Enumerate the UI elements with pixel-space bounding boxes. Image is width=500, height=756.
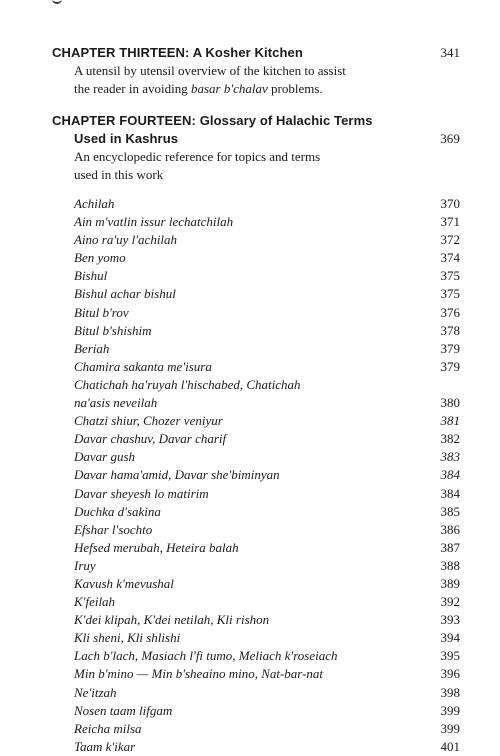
glossary-term: Achilah [74, 196, 115, 211]
chapter-fourteen-description [52, 148, 460, 184]
page-fragment-mark [52, 0, 62, 4]
glossary-term: Davar gush [74, 449, 136, 465]
glossary-term: Bishul achar bishul [74, 286, 176, 302]
glossary-entry[interactable] [74, 340, 460, 358]
chapter-fourteen-desc-line1: An encyclopedic reference for topics and terms [74, 149, 321, 164]
glossary-page-number: 393 [440, 612, 460, 628]
chapter-thirteen-desc-line2: the reader in avoiding basar b'chalav problems. [74, 81, 323, 96]
glossary-page-number: 394 [440, 630, 460, 646]
glossary-page-number: 396 [440, 666, 460, 682]
glossary-entry[interactable] [74, 665, 460, 683]
glossary-entry[interactable] [74, 213, 460, 231]
glossary-term: Beriah [74, 340, 110, 356]
glossary-term: Kli sheni, Kli shlishi [74, 630, 181, 646]
glossary-page-number: 398 [440, 684, 460, 700]
glossary-entry[interactable] [74, 629, 460, 647]
glossary-term: Hefsed merubah, Heteira balah [74, 539, 239, 555]
glossary-page-number: 381 [440, 413, 460, 429]
glossary-term: Ne'itzah [74, 684, 117, 700]
chapter-fourteen-desc-line2: used in this work [74, 167, 164, 182]
glossary-entry[interactable] [74, 448, 460, 466]
glossary-term: Taam k'ikar [74, 738, 136, 754]
glossary-term: Iruy [74, 557, 96, 573]
glossary-entry[interactable] [74, 738, 460, 756]
glossary-entry[interactable] [74, 231, 460, 249]
glossary-page-number: 380 [440, 395, 460, 411]
glossary-page-number: 376 [440, 304, 460, 320]
chapter-fourteen-heading[interactable] [52, 112, 460, 148]
glossary-term: Min b'mino — Min b'sheaino mino, Nat-bar-nat [74, 666, 324, 682]
chapter-thirteen-page: 341 [440, 45, 460, 60]
glossary-page-number: 386 [440, 521, 460, 537]
glossary-entry[interactable] [74, 575, 460, 593]
glossary-page-number: 401 [440, 738, 460, 754]
chapter-fourteen-page: 369 [440, 131, 460, 146]
glossary-term: Chamira sakanta me'isura [74, 358, 212, 374]
glossary-entry[interactable] [74, 430, 460, 448]
glossary-entry[interactable] [74, 539, 460, 557]
glossary-page-number: 399 [440, 720, 460, 736]
glossary-page-number: 379 [440, 358, 460, 374]
glossary-entry[interactable] [74, 358, 460, 376]
glossary-term: Davar chashuv, Davar charif [74, 431, 227, 447]
glossary-entry[interactable] [74, 376, 460, 412]
glossary-entry[interactable] [74, 412, 460, 430]
glossary-term: Davar hama'amid, Davar she'biminyan [74, 467, 280, 483]
glossary-page-number: 384 [440, 467, 460, 483]
glossary-page-number: 379 [440, 340, 460, 356]
glossary-list [74, 195, 460, 756]
glossary-term-continued: na'asis neveilah [74, 395, 158, 411]
glossary-term: Efshar l'sochto [74, 521, 153, 537]
glossary-term: Chatichah ha'ruyah l'hischabed, Chatichah [74, 376, 301, 392]
glossary-entry[interactable] [74, 249, 460, 267]
glossary-term: Aino ra'uy l'achilah [74, 232, 178, 248]
glossary-term: Davar sheyesh lo matirim [74, 485, 209, 501]
glossary-page-number: 382 [440, 431, 460, 447]
glossary-entry[interactable] [74, 593, 460, 611]
glossary-term: Reicha milsa [74, 720, 142, 736]
glossary-page-number: 374 [440, 250, 460, 266]
glossary-entry[interactable] [74, 647, 460, 665]
glossary-term: Ben yomo [74, 250, 126, 266]
glossary-page-number: 370 [440, 196, 460, 211]
glossary-entry[interactable] [74, 611, 460, 629]
glossary-entry[interactable] [74, 684, 460, 702]
glossary-entry[interactable] [74, 285, 460, 303]
chapter-thirteen-heading[interactable] [52, 44, 460, 62]
glossary-page-number: 399 [440, 702, 460, 718]
glossary-page-number: 375 [440, 286, 460, 302]
glossary-entry[interactable] [74, 322, 460, 340]
glossary-entry[interactable] [74, 503, 460, 521]
chapter-thirteen [52, 44, 460, 98]
glossary-term: Bitul b'rov [74, 304, 129, 320]
glossary-entry[interactable] [74, 267, 460, 285]
glossary-term: Ain m'vatlin issur lechatchilah [74, 214, 234, 230]
glossary-page-number: 378 [440, 322, 460, 338]
chapter-fourteen-title-line1: CHAPTER FOURTEEN: Glossary of Halachic Terms [52, 113, 373, 128]
glossary-page-number: 371 [440, 214, 460, 230]
glossary-entry[interactable] [74, 720, 460, 738]
chapter-fourteen [52, 112, 460, 184]
glossary-page-number: 392 [440, 594, 460, 610]
glossary-page-number: 395 [440, 648, 460, 664]
glossary-page-number: 383 [440, 449, 460, 465]
glossary-entry[interactable] [74, 557, 460, 575]
chapter-thirteen-title: CHAPTER THIRTEEN: A Kosher Kitchen [52, 45, 303, 60]
glossary-page-number: 384 [440, 485, 460, 501]
chapter-thirteen-description [52, 62, 460, 98]
glossary-entry[interactable] [74, 485, 460, 503]
glossary-term: Bitul b'shishim [74, 322, 152, 338]
glossary-term: Lach b'lach, Masiach l'fi tumo, Meliach k'roseiach [74, 648, 338, 664]
glossary-entry[interactable] [74, 702, 460, 720]
glossary-page-number: 387 [440, 539, 460, 555]
glossary-page-number: 385 [440, 503, 460, 519]
glossary-term: Nosen taam lifgam [74, 702, 173, 718]
glossary-page-number: 372 [440, 232, 460, 248]
glossary-entry[interactable] [74, 521, 460, 539]
glossary-term: Chatzi shiur, Chozer veniyur [74, 413, 223, 429]
chapter-fourteen-title-line2: Used in Kashrus [74, 131, 179, 146]
glossary-page-number: 375 [440, 268, 460, 284]
glossary-term: K'feilah [74, 594, 116, 610]
glossary-page-number: 388 [440, 557, 460, 573]
glossary-term: Bishul [74, 268, 108, 284]
glossary-entry[interactable] [74, 466, 460, 484]
glossary-term: K'dei klipah, K'dei netilah, Kli rishon [74, 612, 270, 628]
glossary-entry[interactable] [74, 195, 460, 213]
glossary-page-number: 389 [440, 575, 460, 591]
glossary-entry[interactable] [74, 304, 460, 322]
glossary-term: Kavush k'mevushal [74, 575, 174, 591]
glossary-term: Duchka d'sakina [74, 503, 161, 519]
chapter-thirteen-desc-line1: A utensil by utensil overview of the kitchen to assist [74, 63, 346, 78]
